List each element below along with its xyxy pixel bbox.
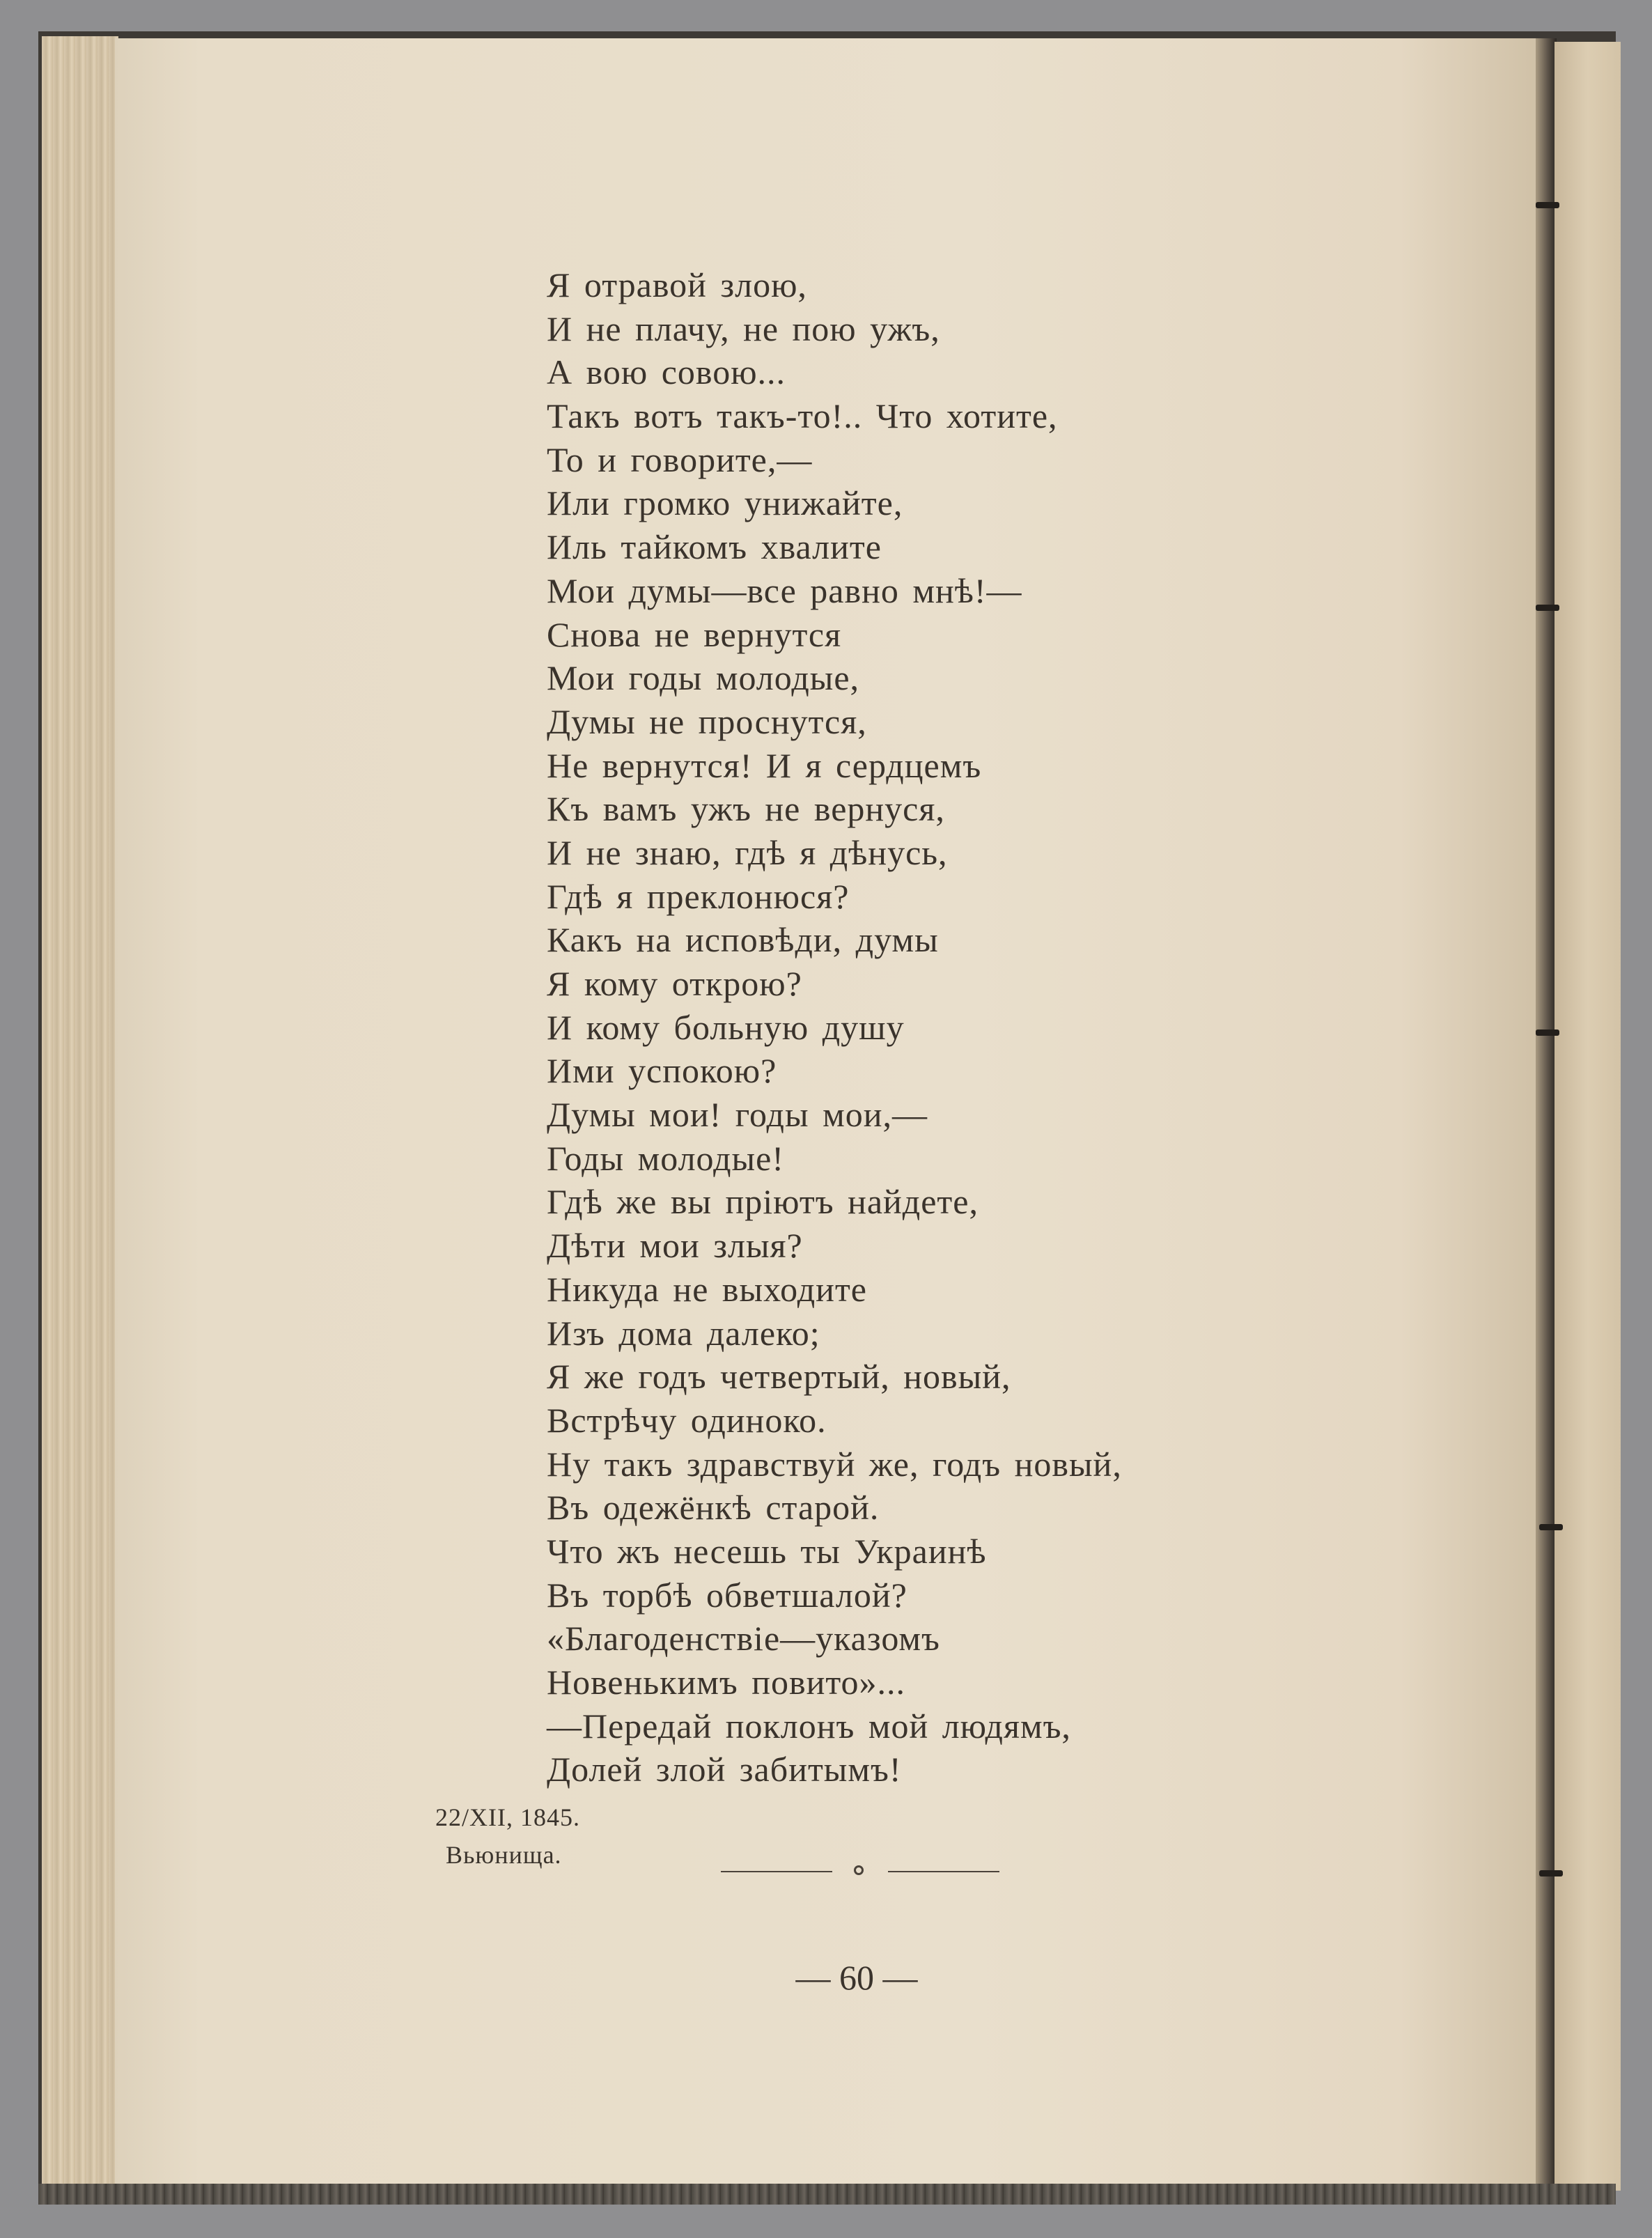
poem-line: Дѣти мои злыя? bbox=[547, 1226, 803, 1266]
poem-line: Или громко унижайте, bbox=[547, 483, 903, 523]
poem-line: —Передай поклонъ мой людямъ, bbox=[547, 1706, 1071, 1746]
page-number: — 60 — bbox=[795, 1958, 918, 1997]
page-edges bbox=[42, 36, 118, 2196]
poem-line: И не плачу, не пою ужъ, bbox=[547, 309, 940, 348]
poem-line: Въ одежёнкѣ старой. bbox=[547, 1488, 880, 1528]
poem-line: Думы не проснутся, bbox=[547, 701, 867, 741]
poem-line: Въ торбѣ обветшалой? bbox=[547, 1575, 907, 1615]
poem-text bbox=[547, 263, 1382, 1792]
poem-line: Встрѣчу одиноко. bbox=[547, 1400, 827, 1440]
poem-line: Гдѣ я преклонюся? bbox=[547, 876, 850, 916]
bottom-edge-band bbox=[38, 2184, 1616, 2205]
poem-line: И кому больную душу bbox=[547, 1007, 905, 1047]
poem-line: Къ вамъ ужъ не вернуся, bbox=[547, 789, 945, 829]
poem-line: Думы мои! годы мои,— bbox=[547, 1095, 928, 1135]
poem-line: Ими успокою? bbox=[547, 1051, 777, 1091]
poem-line: Что жъ несешь ты Украинѣ bbox=[547, 1531, 987, 1571]
poem-line: Гдѣ же вы пріютъ найдете, bbox=[547, 1182, 979, 1222]
poem-place: Вьюнища. bbox=[446, 1841, 562, 1869]
poem-line: То и говорите,— bbox=[547, 440, 813, 479]
binding-stitch bbox=[1536, 605, 1559, 611]
poem-line: Не вернутся! И я сердцемъ bbox=[547, 745, 982, 785]
binding-stitch bbox=[1536, 1029, 1559, 1036]
binding-stitch bbox=[1539, 1870, 1563, 1876]
binding-stitch bbox=[1539, 1524, 1563, 1530]
poem-line: А вою совою... bbox=[547, 352, 786, 392]
poem-line: Какъ на исповѣди, думы bbox=[547, 920, 939, 960]
poem-line: Новенькимъ повито»... bbox=[547, 1663, 906, 1702]
poem-line: Никуда не выходите bbox=[547, 1269, 867, 1309]
poem-line: «Благоденствіе—указомъ bbox=[547, 1619, 940, 1658]
section-divider bbox=[721, 1861, 999, 1882]
divider-rule-left bbox=[721, 1871, 832, 1872]
poem-line: Годы молодые! bbox=[547, 1138, 784, 1178]
poem-line: Мои думы—все равно мнѣ!— bbox=[547, 570, 1022, 610]
poem-line: И не знаю, гдѣ я дѣнусь, bbox=[547, 832, 948, 872]
facing-page-edge bbox=[1554, 42, 1621, 2191]
poem-line: Ну такъ здравствуй же, годъ новый, bbox=[547, 1444, 1122, 1484]
divider-rule-right bbox=[888, 1871, 999, 1872]
poem-line: Изъ дома далеко; bbox=[547, 1313, 820, 1353]
poem-line: Мои годы молодые, bbox=[547, 658, 860, 698]
book-gutter bbox=[1536, 38, 1557, 2191]
poem-line: Я же годъ четвертый, новый, bbox=[547, 1357, 1011, 1397]
poem-line: Я отравой злою, bbox=[547, 265, 807, 304]
poem-line: Иль тайкомъ хвалите bbox=[547, 527, 882, 567]
poem-line: Снова не вернутся bbox=[547, 614, 842, 654]
poem-line: Такъ вотъ такъ-то!.. Что хотите, bbox=[547, 396, 1058, 436]
poem-date: 22/XII, 1845. bbox=[435, 1803, 580, 1831]
divider-ring-icon bbox=[854, 1865, 864, 1875]
poem-line: Я кому открою? bbox=[547, 964, 802, 1003]
poem-line: Долей злой забитымъ! bbox=[547, 1750, 902, 1789]
binding-stitch bbox=[1536, 202, 1559, 208]
